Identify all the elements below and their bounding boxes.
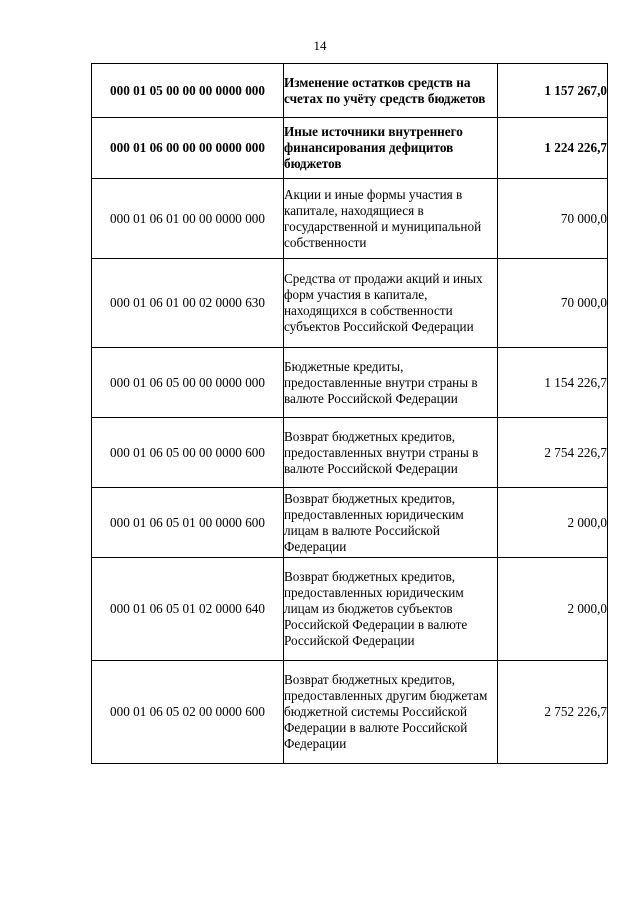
table-row — [92, 488, 608, 558]
amount: 2 000,0 — [498, 488, 608, 558]
source-name: Возврат бюджетных кредитов, предоставленных другим бюджетам бюджетной системы Российской Федерации в валюте Российской Федерации — [284, 661, 498, 764]
table-row — [92, 348, 608, 418]
source-name: Возврат бюджетных кредитов, предоставленных юридическим лицам в валюте Российской Федерации — [284, 488, 498, 558]
source-name: Возврат бюджетных кредитов, предоставленных юридическим лицам из бюджетов субъектов Российской Федерации в валюте Российской Федерации — [284, 558, 498, 661]
budget-code: 000 01 06 05 01 00 0000 600 — [92, 488, 284, 558]
budget-sources-table — [91, 63, 608, 764]
table-row — [92, 661, 608, 764]
amount: 2 754 226,7 — [498, 418, 608, 488]
amount: 70 000,0 — [498, 259, 608, 348]
budget-code: 000 01 05 00 00 00 0000 000 — [92, 64, 284, 118]
table-body — [92, 64, 608, 764]
amount: 2 000,0 — [498, 558, 608, 661]
source-name: Иные источники внутреннего финансирования дефицитов бюджетов — [284, 118, 498, 179]
table-row — [92, 118, 608, 179]
source-name: Акции и иные формы участия в капитале, находящиеся в государственной и муниципальной собственности — [284, 179, 498, 259]
amount: 1 154 226,7 — [498, 348, 608, 418]
budget-code: 000 01 06 05 02 00 0000 600 — [92, 661, 284, 764]
amount: 70 000,0 — [498, 179, 608, 259]
amount: 1 224 226,7 — [498, 118, 608, 179]
budget-code: 000 01 06 05 00 00 0000 600 — [92, 418, 284, 488]
budget-code: 000 01 06 05 01 02 0000 640 — [92, 558, 284, 661]
page-number: 14 — [313, 38, 327, 53]
source-name: Бюджетные кредиты, предоставленные внутри страны в валюте Российской Федерации — [284, 348, 498, 418]
source-name: Возврат бюджетных кредитов, предоставленных внутри страны в валюте Российской Федерации — [284, 418, 498, 488]
table-row — [92, 179, 608, 259]
source-name: Средства от продажи акций и иных форм участия в капитале, находящихся в собственности субъектов Российской Федерации — [284, 259, 498, 348]
source-name: Изменение остатков средств на счетах по учёту средств бюджетов — [284, 64, 498, 118]
amount: 1 157 267,0 — [498, 64, 608, 118]
budget-code: 000 01 06 01 00 00 0000 000 — [92, 179, 284, 259]
table-row — [92, 418, 608, 488]
table-row — [92, 64, 608, 118]
budget-code: 000 01 06 01 00 02 0000 630 — [92, 259, 284, 348]
budget-code: 000 01 06 00 00 00 0000 000 — [92, 118, 284, 179]
amount: 2 752 226,7 — [498, 661, 608, 764]
table-row — [92, 558, 608, 661]
table-row — [92, 259, 608, 348]
budget-code: 000 01 06 05 00 00 0000 000 — [92, 348, 284, 418]
